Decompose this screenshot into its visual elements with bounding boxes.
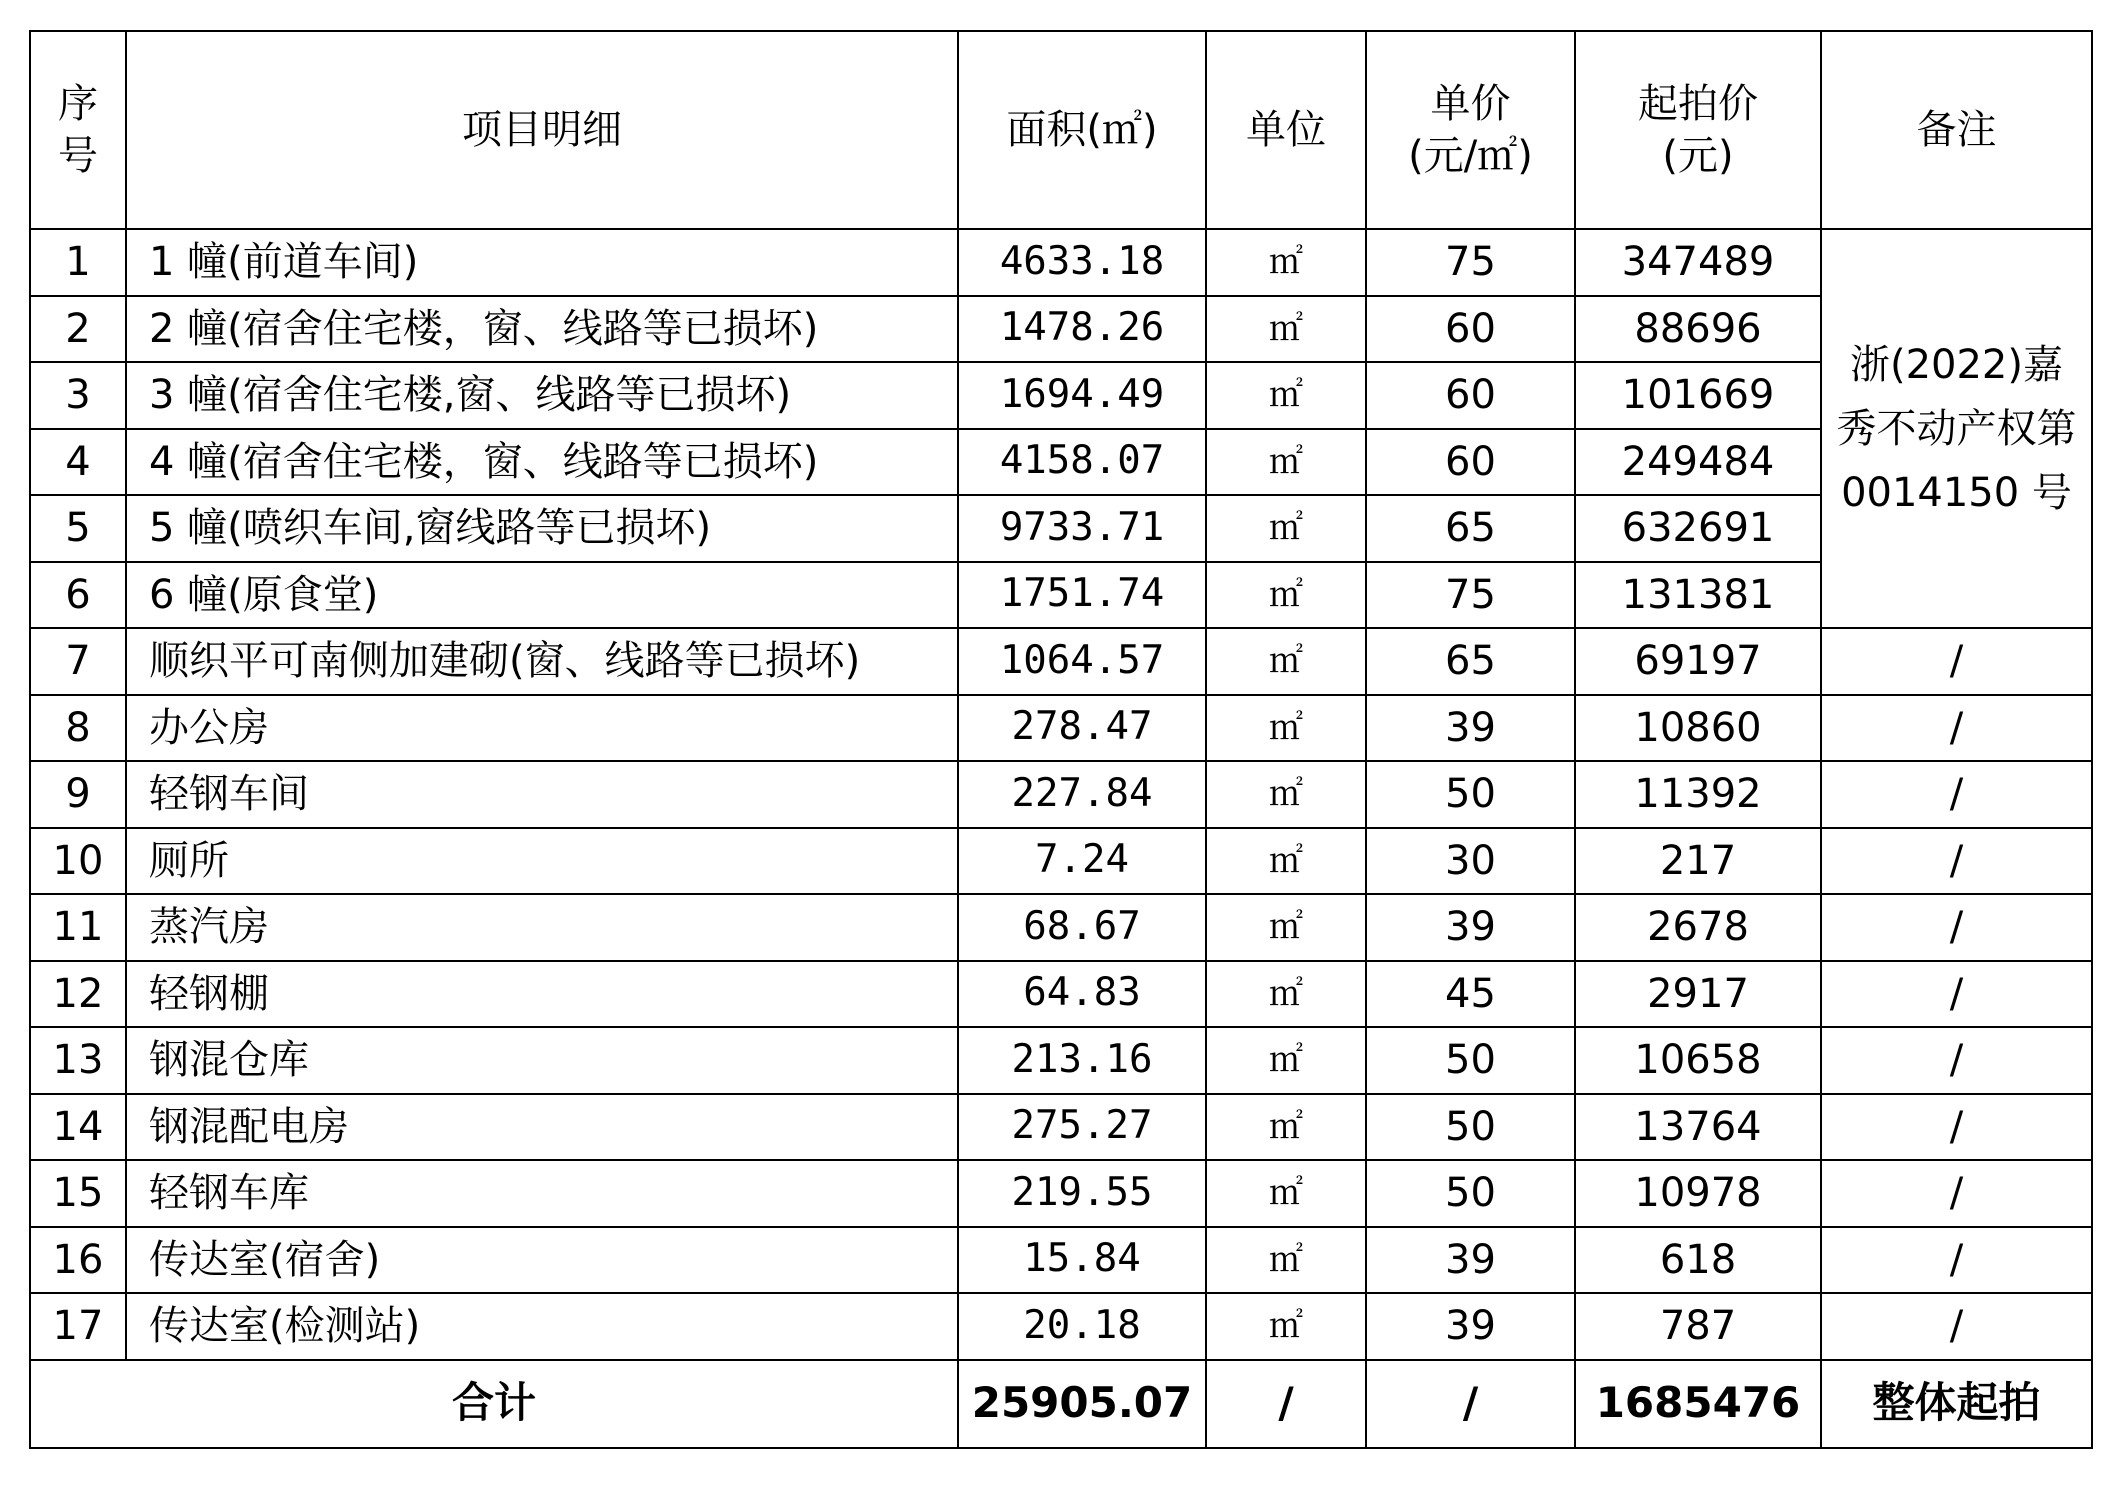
row-item: 4 幢(宿舍住宅楼，窗、线路等已损坏)	[126, 429, 958, 496]
row-item: 3 幢(宿舍住宅楼,窗、线路等已损坏)	[126, 362, 958, 429]
row-starting-price: 787	[1575, 1293, 1821, 1360]
row-seq: 16	[30, 1227, 126, 1294]
row-starting-price: 618	[1575, 1227, 1821, 1294]
row-unit: ㎡	[1206, 628, 1366, 695]
row-starting-price: 131381	[1575, 562, 1821, 629]
header-unit: 单位	[1206, 31, 1366, 229]
header-area: 面积(㎡)	[958, 31, 1206, 229]
row-item: 蒸汽房	[126, 894, 958, 961]
total-label: 合计	[30, 1360, 958, 1448]
table-body	[30, 229, 2092, 1360]
table-row	[30, 1027, 2092, 1094]
row-unit-price: 50	[1366, 761, 1575, 828]
row-unit: ㎡	[1206, 495, 1366, 562]
row-seq: 2	[30, 296, 126, 363]
row-seq: 12	[30, 961, 126, 1028]
row-unit: ㎡	[1206, 1227, 1366, 1294]
row-seq: 5	[30, 495, 126, 562]
row-starting-price: 249484	[1575, 429, 1821, 496]
row-item: 1 幢(前道车间)	[126, 229, 958, 296]
row-unit: ㎡	[1206, 1160, 1366, 1227]
row-unit: ㎡	[1206, 1027, 1366, 1094]
row-starting-price: 11392	[1575, 761, 1821, 828]
row-unit: ㎡	[1206, 961, 1366, 1028]
row-seq: 15	[30, 1160, 126, 1227]
total-unit-price: /	[1366, 1360, 1575, 1448]
row-area: 4633.18	[958, 229, 1206, 296]
table-row	[30, 628, 2092, 695]
row-starting-price: 2678	[1575, 894, 1821, 961]
row-remark: /	[1821, 628, 2092, 695]
row-starting-price: 88696	[1575, 296, 1821, 363]
row-area: 1478.26	[958, 296, 1206, 363]
table-row	[30, 1227, 2092, 1294]
row-starting-price: 2917	[1575, 961, 1821, 1028]
row-area: 1064.57	[958, 628, 1206, 695]
row-starting-price: 347489	[1575, 229, 1821, 296]
row-unit-price: 75	[1366, 229, 1575, 296]
row-starting-price: 632691	[1575, 495, 1821, 562]
total-row	[30, 1360, 2092, 1448]
row-seq: 7	[30, 628, 126, 695]
row-starting-price: 10978	[1575, 1160, 1821, 1227]
row-unit: ㎡	[1206, 828, 1366, 895]
row-remark: /	[1821, 894, 2092, 961]
table-row	[30, 894, 2092, 961]
row-starting-price: 101669	[1575, 362, 1821, 429]
row-unit-price: 60	[1366, 296, 1575, 363]
row-seq: 14	[30, 1094, 126, 1161]
row-unit: ㎡	[1206, 296, 1366, 363]
row-area: 275.27	[958, 1094, 1206, 1161]
row-item: 钢混仓库	[126, 1027, 958, 1094]
row-item: 办公房	[126, 695, 958, 762]
row-unit-price: 50	[1366, 1160, 1575, 1227]
row-seq: 13	[30, 1027, 126, 1094]
row-item: 钢混配电房	[126, 1094, 958, 1161]
row-area: 1694.49	[958, 362, 1206, 429]
row-unit-price: 50	[1366, 1027, 1575, 1094]
row-area: 213.16	[958, 1027, 1206, 1094]
header-unit-price: 单价 (元/㎡)	[1366, 31, 1575, 229]
row-unit-price: 45	[1366, 961, 1575, 1028]
header-seq: 序 号	[30, 31, 126, 229]
row-seq: 11	[30, 894, 126, 961]
row-unit-price: 50	[1366, 1094, 1575, 1161]
table-row	[30, 296, 2092, 363]
row-area: 64.83	[958, 961, 1206, 1028]
auction-items-table	[29, 30, 2093, 1449]
row-item: 传达室(宿舍)	[126, 1227, 958, 1294]
row-starting-price: 69197	[1575, 628, 1821, 695]
row-area: 219.55	[958, 1160, 1206, 1227]
total-area: 25905.07	[958, 1360, 1206, 1448]
row-unit: ㎡	[1206, 1293, 1366, 1360]
row-remark: /	[1821, 961, 2092, 1028]
row-unit-price: 65	[1366, 628, 1575, 695]
total-starting-price: 1685476	[1575, 1360, 1821, 1448]
row-item: 轻钢车库	[126, 1160, 958, 1227]
table-row	[30, 1293, 2092, 1360]
row-item: 传达室(检测站)	[126, 1293, 958, 1360]
table-row	[30, 1160, 2092, 1227]
row-starting-price: 13764	[1575, 1094, 1821, 1161]
table-row	[30, 362, 2092, 429]
row-unit: ㎡	[1206, 429, 1366, 496]
table-row	[30, 495, 2092, 562]
row-remark: /	[1821, 828, 2092, 895]
table-row	[30, 695, 2092, 762]
row-item: 轻钢车间	[126, 761, 958, 828]
row-remark: /	[1821, 1293, 2092, 1360]
total-unit: /	[1206, 1360, 1366, 1448]
row-unit: ㎡	[1206, 562, 1366, 629]
table-row	[30, 828, 2092, 895]
row-unit-price: 39	[1366, 695, 1575, 762]
row-unit: ㎡	[1206, 761, 1366, 828]
row-area: 20.18	[958, 1293, 1206, 1360]
row-item: 2 幢(宿舍住宅楼，窗、线路等已损坏)	[126, 296, 958, 363]
row-seq: 1	[30, 229, 126, 296]
header-item: 项目明细	[126, 31, 958, 229]
row-seq: 17	[30, 1293, 126, 1360]
row-unit-price: 65	[1366, 495, 1575, 562]
row-unit-price: 39	[1366, 894, 1575, 961]
row-item: 厕所	[126, 828, 958, 895]
row-area: 227.84	[958, 761, 1206, 828]
row-remark: /	[1821, 695, 2092, 762]
row-item: 轻钢棚	[126, 961, 958, 1028]
row-remark: /	[1821, 1227, 2092, 1294]
row-area: 4158.07	[958, 429, 1206, 496]
row-starting-price: 10860	[1575, 695, 1821, 762]
row-seq: 4	[30, 429, 126, 496]
row-unit: ㎡	[1206, 1094, 1366, 1161]
merged-remark: 浙(2022)嘉秀不动产权第 0014150 号	[1821, 229, 2092, 628]
row-area: 278.47	[958, 695, 1206, 762]
row-remark: /	[1821, 1094, 2092, 1161]
header-starting-price: 起拍价 (元)	[1575, 31, 1821, 229]
row-starting-price: 217	[1575, 828, 1821, 895]
row-unit-price: 39	[1366, 1227, 1575, 1294]
row-remark: /	[1821, 761, 2092, 828]
row-item: 顺织平可南侧加建砌(窗、线路等已损坏)	[126, 628, 958, 695]
row-area: 7.24	[958, 828, 1206, 895]
row-unit-price: 30	[1366, 828, 1575, 895]
row-seq: 8	[30, 695, 126, 762]
row-area: 15.84	[958, 1227, 1206, 1294]
row-seq: 9	[30, 761, 126, 828]
table-row	[30, 562, 2092, 629]
row-unit: ㎡	[1206, 695, 1366, 762]
table-row	[30, 229, 2092, 296]
row-unit-price: 60	[1366, 362, 1575, 429]
row-starting-price: 10658	[1575, 1027, 1821, 1094]
table-row	[30, 429, 2092, 496]
row-seq: 10	[30, 828, 126, 895]
table-row	[30, 1094, 2092, 1161]
row-unit: ㎡	[1206, 229, 1366, 296]
row-unit-price: 60	[1366, 429, 1575, 496]
row-unit: ㎡	[1206, 362, 1366, 429]
row-seq: 6	[30, 562, 126, 629]
row-item: 6 幢(原食堂)	[126, 562, 958, 629]
row-item: 5 幢(喷织车间,窗线路等已损坏)	[126, 495, 958, 562]
row-area: 68.67	[958, 894, 1206, 961]
header-row	[30, 31, 2092, 229]
row-area: 9733.71	[958, 495, 1206, 562]
row-remark: /	[1821, 1027, 2092, 1094]
auction-items-sheet	[29, 30, 2093, 1449]
row-unit-price: 39	[1366, 1293, 1575, 1360]
total-remark: 整体起拍	[1821, 1360, 2092, 1448]
row-unit-price: 75	[1366, 562, 1575, 629]
table-row	[30, 761, 2092, 828]
table-row	[30, 961, 2092, 1028]
row-remark: /	[1821, 1160, 2092, 1227]
row-seq: 3	[30, 362, 126, 429]
header-remark: 备注	[1821, 31, 2092, 229]
row-unit: ㎡	[1206, 894, 1366, 961]
row-area: 1751.74	[958, 562, 1206, 629]
